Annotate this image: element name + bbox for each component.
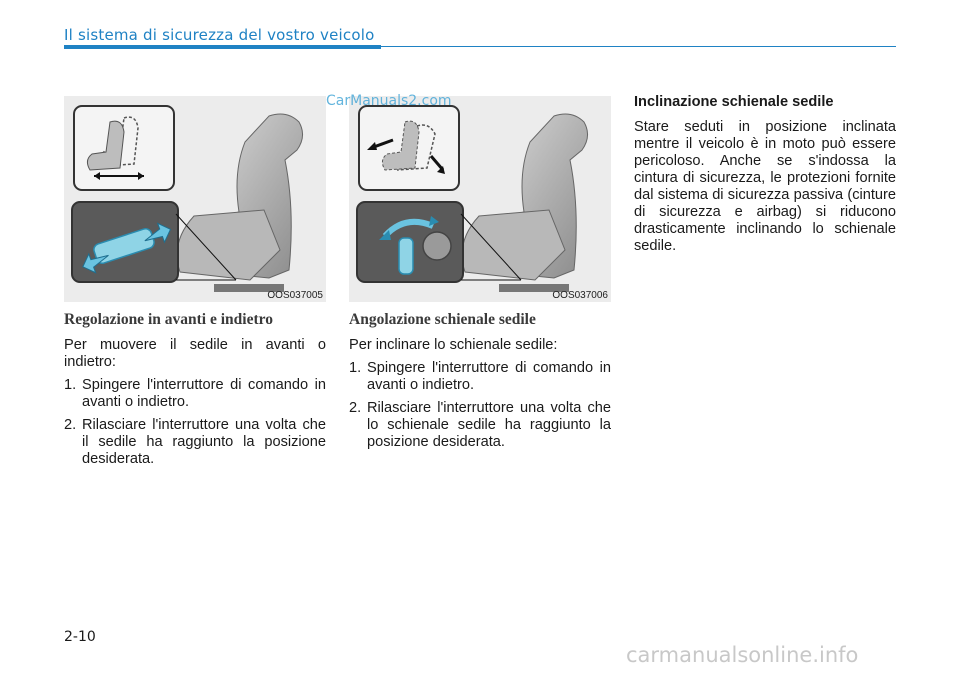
page-number: 2-10 [64,629,96,645]
column-slide [64,311,326,474]
body-recline: Stare seduti in posizione inclinata mentre il veicolo è in moto può essere pericoloso. Anche se s'indossa la cintura di sicurezza, le protezioni fornite dal sistema di sicurezza passiva (cinture di sicurezza e airbag) si riducono drasticamente inclinando lo schienale sedile. [634,119,896,254]
intro-angle: Per inclinare lo schienale sedile: [349,337,558,353]
heading-angle: Angolazione schienale sedile [349,311,536,328]
column-recline [634,94,896,261]
watermark-bottom: carmanualsonline.info [626,643,859,667]
step-item: 1. Spingere l'interruttore di comando in avanti o indietro. [349,360,611,393]
header-rule-thin [381,46,896,47]
watermark-top[interactable]: CarManuals2.com [326,93,452,109]
header-rule-thick [64,45,381,49]
figure-code: OOS037005 [267,290,323,301]
step-item: 2. Rilasciare l'interruttore una volta che lo schienale sedile ha raggiunto la posizione desiderata. [349,400,611,450]
intro-slide: Per muovere il sedile in avanti o indietro: [64,337,326,370]
seatback-angle-illustration [349,96,611,302]
heading-slide: Regolazione in avanti e indietro [64,311,273,328]
figure-seatback-angle [349,96,611,302]
heading-recline: Inclinazione schienale sedile [634,94,834,110]
step-item: 1. Spingere l'interruttore di comando in avanti o indietro. [64,377,326,410]
steps-angle [349,360,611,451]
step-item: 2. Rilasciare l'interruttore una volta che il sedile ha raggiunto la posizione desiderata. [64,417,326,467]
figure-seat-slide [64,96,326,302]
steps-slide [64,377,326,468]
section-title: Il sistema di sicurezza del vostro veicolo [64,26,375,44]
column-angle [349,311,611,457]
figure-code: OOS037006 [552,290,608,301]
seat-slide-illustration [64,96,326,302]
